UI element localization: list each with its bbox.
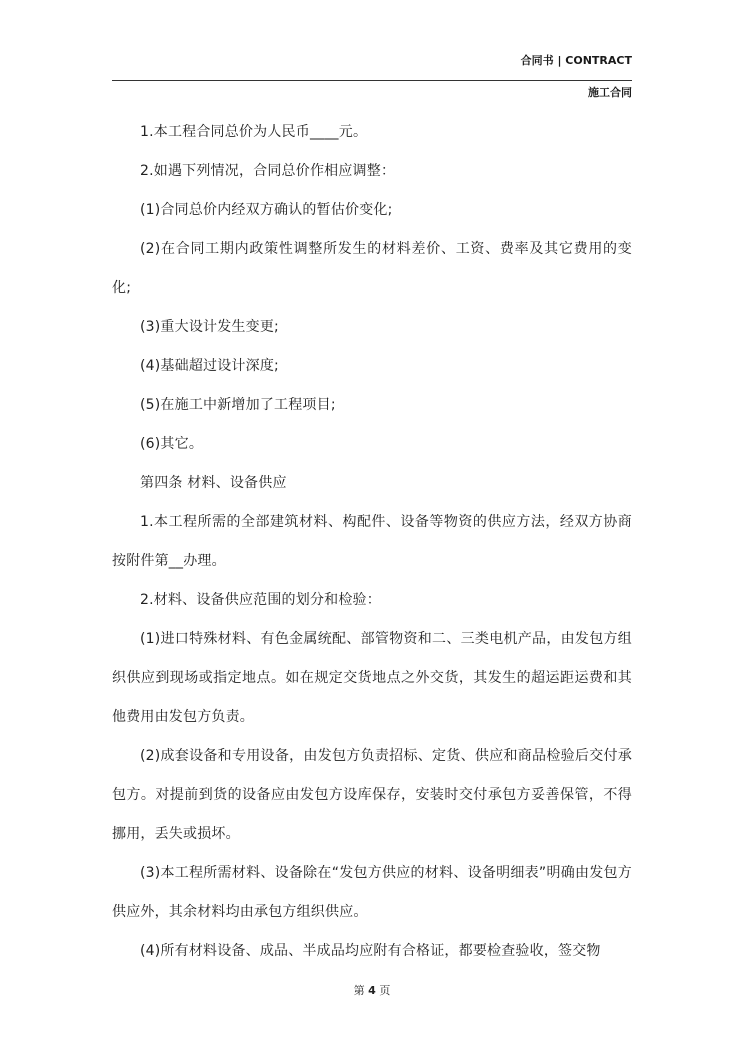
header-divider bbox=[112, 80, 632, 81]
doc-label: 合同书 | CONTRACT bbox=[520, 54, 632, 67]
page-suffix: 页 bbox=[379, 984, 391, 997]
paragraph: (6)其它。 bbox=[140, 436, 204, 452]
page-header bbox=[112, 52, 632, 101]
paragraph: (3)本工程所需材料、设备除在“发包方供应的材料、设备明细表”明确由发包方供应外，其余材料均由承包方组织供应。 bbox=[112, 865, 632, 920]
paragraph: 1.本工程合同总价为人民币____元。 bbox=[140, 124, 368, 140]
page-footer bbox=[0, 982, 744, 998]
paragraph: 2.材料、设备供应范围的划分和检验： bbox=[140, 592, 381, 608]
paragraph: (4)所有材料设备、成品、半成品均应附有合格证，都要检查验收，签交物 bbox=[140, 943, 601, 959]
paragraph: (1)进口特殊材料、有色金属统配、部管物资和二、三类电机产品，由发包方组织供应到现场或指定地点。如在规定交货地点之外交货，其发生的超运距运费和其他费用由发包方负责。 bbox=[112, 631, 632, 725]
page-prefix: 第 bbox=[353, 984, 365, 997]
paragraph: (2)成套设备和专用设备，由发包方负责招标、定货、供应和商品检验后交付承包方。对提前到货的设备应由发包方设库保存，安装时交付承包方妥善保管，不得挪用，丢失或损坏。 bbox=[112, 748, 632, 842]
paragraph: (3)重大设计发生变更; bbox=[140, 319, 279, 335]
paragraph: (5)在施工中新增加了工程项目; bbox=[140, 397, 336, 413]
doc-type: 施工合同 bbox=[588, 86, 632, 99]
paragraph: (2)在合同工期内政策性调整所发生的材料差价、工资、费率及其它费用的变化; bbox=[112, 241, 632, 296]
document-body bbox=[112, 113, 632, 971]
paragraph: 1.本工程所需的全部建筑材料、构配件、设备等物资的供应方法，经双方协商按附件第__办理。 bbox=[112, 514, 632, 569]
section-heading: 第四条 材料、设备供应 bbox=[140, 475, 287, 491]
paragraph: (4)基础超过设计深度; bbox=[140, 358, 279, 374]
paragraph: 2.如遇下列情况，合同总价作相应调整： bbox=[140, 163, 396, 179]
page-number: 4 bbox=[368, 984, 376, 997]
paragraph: (1)合同总价内经双方确认的暂估价变化; bbox=[140, 202, 393, 218]
